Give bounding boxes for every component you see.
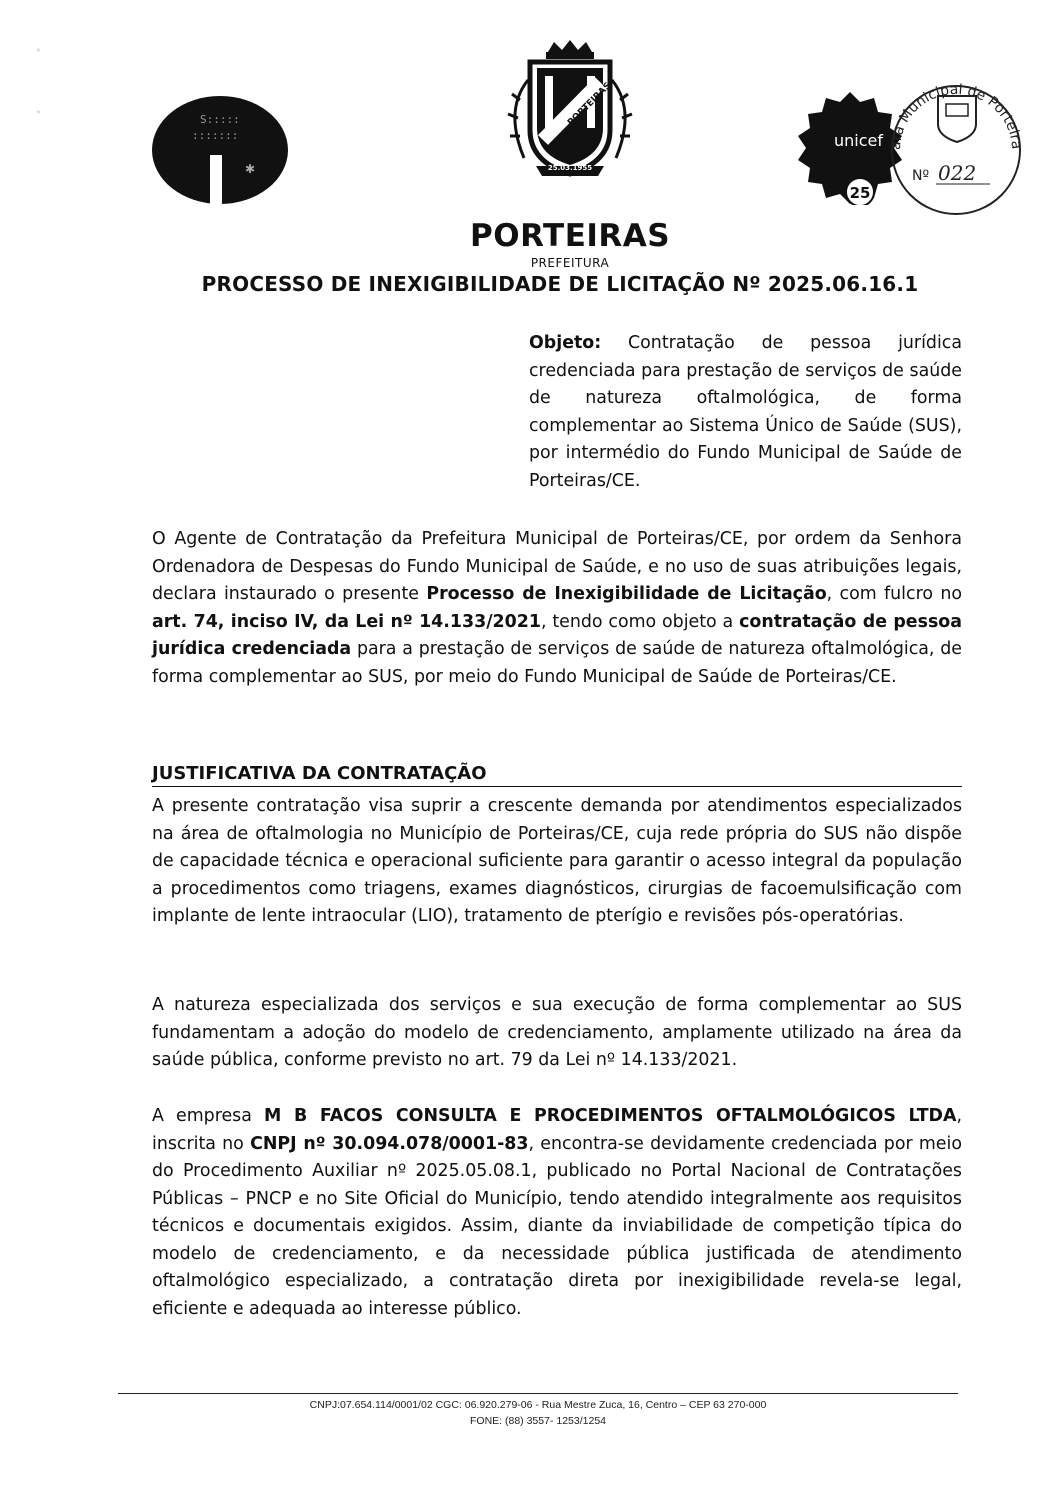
text-run: , com fulcro no xyxy=(826,584,962,604)
bold-run: art. 74, inciso IV, da Lei nº 14.133/2021 xyxy=(152,611,541,632)
footer-divider xyxy=(118,1393,958,1394)
svg-text::::::::: ::::::: xyxy=(192,129,239,142)
left-seal-logo xyxy=(150,95,290,205)
svg-text:S:::::: S::::: xyxy=(200,113,240,126)
crest-banner: PORTEIRAS xyxy=(566,80,614,129)
stamp-number-value: 022 xyxy=(938,161,977,185)
svg-text:ara Municipal de Porteiras xyxy=(880,70,1024,150)
footer-address: CNPJ:07.654.114/0001/02 CGC: 06.920.279-06 - Rua Mestre Zuca, 16, Centro – CEP 63 270-000 xyxy=(309,1399,767,1411)
stamp-number-label: Nº xyxy=(912,168,930,184)
municipal-logo xyxy=(470,40,671,270)
footer-phone: FONE: (88) 3557- 1253/1254 xyxy=(470,1415,606,1427)
margin-mark: ◦ xyxy=(36,108,41,117)
svg-text:✱: ✱ xyxy=(245,162,256,176)
objeto-block xyxy=(529,330,962,495)
objeto-label: Objeto: xyxy=(529,333,602,353)
section-heading: JUSTIFICATIVA DA CONTRATAÇÃO xyxy=(152,763,962,787)
unicef-label: unicef xyxy=(834,131,883,150)
justification-paragraph: A presente contratação visa suprir a crescente demanda por atendimentos especializados na área de oftalmologia no Município de Porteiras/CE, cuja rede própria do SUS não dispõe de capacidade técnica e operacional suficiente para garantir o acesso integral da população a procedimentos como triagens, exames diagnósticos, cirurgias de facoemulsificação com implante de lente intraocular (LIO), tratamento de pterígio e revisões pós-operatórias. xyxy=(152,796,962,926)
margin-mark: ◦ xyxy=(36,46,41,55)
text-run: , tendo como objeto a xyxy=(540,611,740,632)
document-title: PROCESSO DE INEXIGIBILIDADE DE LICITAÇÃO Nº 2025.06.16.1 xyxy=(201,272,919,296)
camara-stamp xyxy=(880,70,1030,220)
stamp-ring-text: ara Municipal de Porteira xyxy=(887,81,1025,151)
seal-badge: 25 xyxy=(849,184,871,202)
footer xyxy=(118,1397,958,1429)
text-run: O Agente de Contratação da Prefeitura Municipal de Porteiras/CE, por ordem da Senhora Ordenadora de Despesas do Fundo Municipal de Saúde, e no uso de suas atribuições legais, declara instaurado o presente xyxy=(152,529,962,604)
text-run: , encontra-se devidamente credenciada por meio do Procedimento Auxiliar nº 2025.05.08.1, publicado no Portal Nacional de Contratações Públicas – PNCP e no Site Oficial do Município, tendo atendido integralmente aos requisitos técnicos e documentais exigidos. Assim, diante da inviabilidade de competição típica do modelo de credenciamento, e da necessidade pública justificada de atendimento oftalmológico especializado, a contratação direta por inexigibilidade revela-se legal, eficiente e adequada ao interesse público. xyxy=(152,1133,962,1319)
bold-run: Processo de Inexigibilidade de Licitação xyxy=(426,584,827,604)
bold-run: M B FACOS CONSULTA E PROCEDIMENTOS OFTALMOLÓGICOS LTDA xyxy=(264,1106,957,1126)
brand-subtitle: PREFEITURA xyxy=(530,256,610,270)
intro-paragraph xyxy=(152,526,962,691)
nature-paragraph: A natureza especializada dos serviços e sua execução de forma complementar ao SUS fundamentam a adoção do modelo de credenciamento, amplamente utilizado na área da saúde pública, conforme previsto no art. 79 da Lei nº 14.133/2021. xyxy=(152,995,962,1070)
text-run: para a prestação de serviços de saúde de natureza oftalmológica, de forma complementar ao SUS, por meio do Fundo Municipal de Saúde de Porteiras/CE. xyxy=(152,639,962,687)
text-run: , inscrita no xyxy=(152,1106,962,1154)
company-paragraph xyxy=(152,1103,962,1323)
objeto-text: Contratação de pessoa jurídica credenciada para prestação de serviços de saúde de natureza oftalmológica, de forma complementar ao Sistema Único de Saúde (SUS), por intermédio do Fundo Municipal de Saúde de Porteiras/CE. xyxy=(529,333,962,491)
crest-date: 25.03.1955 xyxy=(547,164,593,172)
bold-run: contratação de pessoa jurídica credenciada xyxy=(152,611,962,659)
bold-run: CNPJ nº 30.094.078/0001-83 xyxy=(250,1133,529,1154)
brand-name: PORTEIRAS xyxy=(470,218,671,254)
text-run: A empresa xyxy=(152,1106,264,1126)
